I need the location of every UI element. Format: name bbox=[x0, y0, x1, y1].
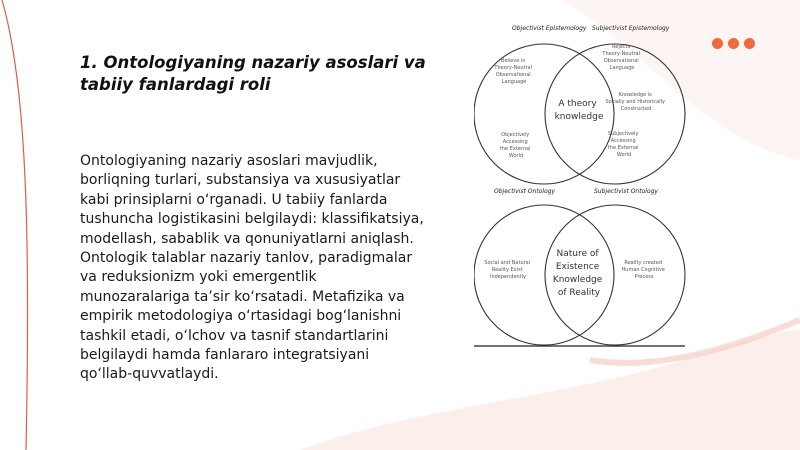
subjectivist-ontology-heading: Subjectivist Ontology bbox=[594, 188, 658, 195]
accent-dot bbox=[728, 38, 739, 49]
believe-neutral-text: Believe in Theory-Neutral Observational Language bbox=[494, 58, 532, 85]
left-arc-decoration bbox=[2, 0, 28, 450]
venn-diagram-figure bbox=[474, 20, 686, 352]
socially-constructed-text: Knowledge is Socially and Historically Constructed bbox=[605, 92, 665, 112]
reality-created-text: Reality created Human Cognitive Process bbox=[621, 260, 665, 280]
epistemology-center-label: A theory knowledge bbox=[554, 99, 604, 122]
ontology-venn bbox=[474, 188, 685, 346]
objectivist-epistemology-heading: Objectivist Epistemology bbox=[512, 25, 587, 32]
rejects-neutral-text: Rejects Theory-Neutral Observational Language bbox=[602, 44, 640, 71]
subjectivist-epistemology-heading: Subjectivist Epistemology bbox=[592, 25, 670, 32]
objectively-accessing-text: Objectively Accessing the External World bbox=[499, 132, 531, 159]
slide-title: 1. Ontologiyaning nazariy asoslari va tabiiy fanlardagi roli bbox=[80, 53, 426, 94]
ontology-center-label: Nature of Existence Knowledge of Reality bbox=[552, 249, 603, 298]
accent-dot bbox=[744, 38, 755, 49]
subjectively-accessing-text: Subjectively Accessing the External World bbox=[607, 131, 639, 158]
accent-dots bbox=[712, 38, 755, 49]
social-natural-reality-text: Social and Natural Reality Exist Independently bbox=[484, 260, 531, 280]
slide-body-text: Ontologiyaning nazariy asoslari mavjudlik, borliqning turlari, substansiya va xususiyatlar kabi prinsiplarni o‘rganadi. U tabiiy fanlarda tushuncha logistikasini belgilaydi: klassifikatsiya, modellash, sabablik va qonuniyatlarni aniqlash. Ontologik talablar nazariy tanlov, paradigmalar va reduksionizm yoki emergentlik munozaralariga ta’sir ko‘rsatadi. Metafizika va empirik metodologiya o‘rtasidagi bog‘lanishni tashkil etadi, o‘lchov va tasnif standartlarini belgilaydi hamda fanlararo integratsiyani qo‘llab-quvvatlaydi. bbox=[80, 153, 424, 383]
accent-dot bbox=[712, 38, 723, 49]
epistemology-venn bbox=[474, 25, 685, 184]
objectivist-ontology-heading: Objectivist Ontology bbox=[494, 188, 556, 195]
